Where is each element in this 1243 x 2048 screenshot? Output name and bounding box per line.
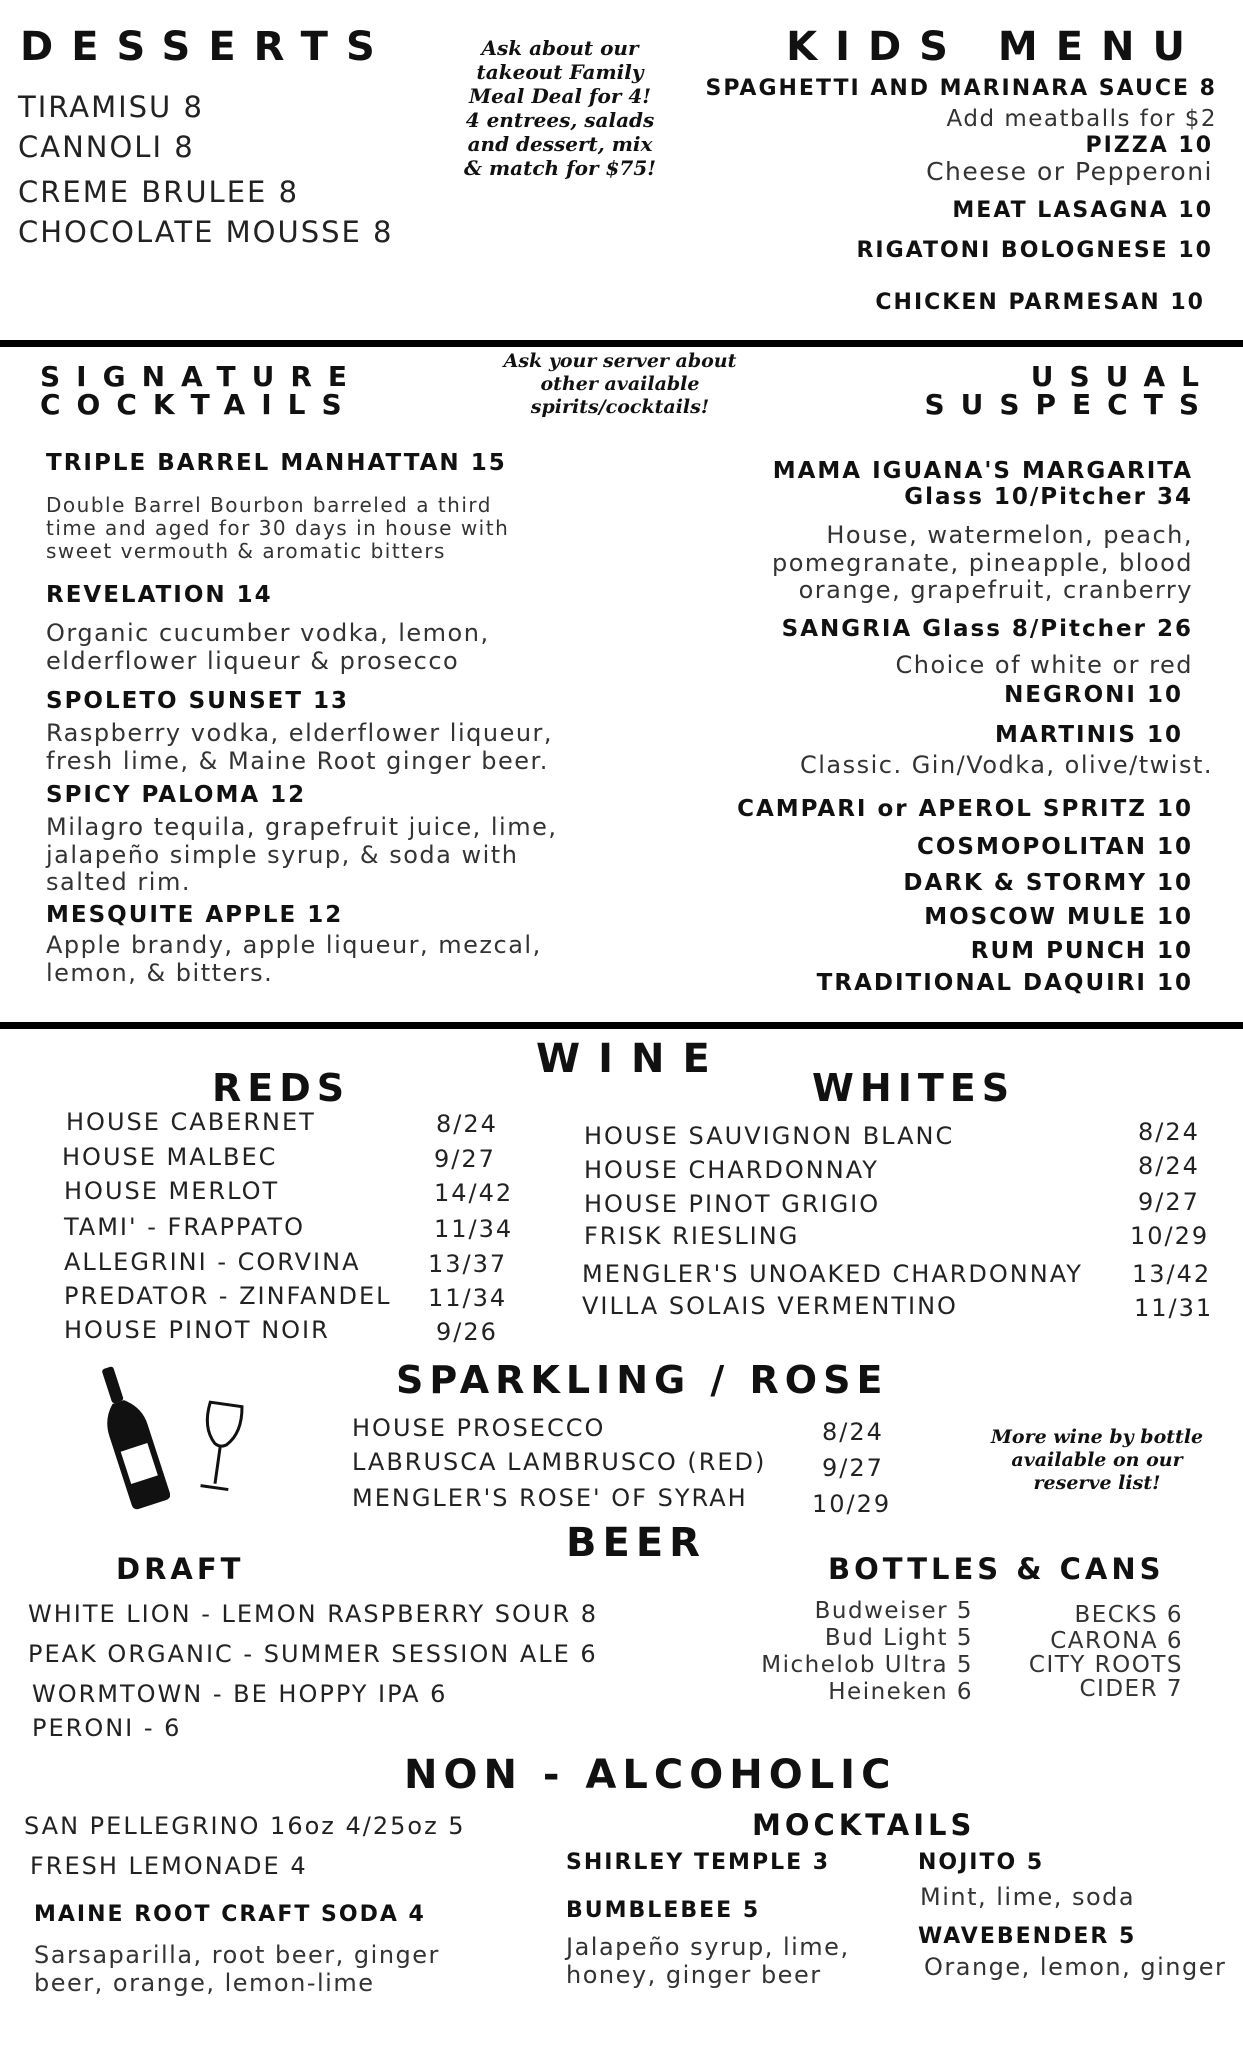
cocktail-name: MESQUITE APPLE 12: [46, 902, 344, 928]
cocktail-desc: Organic cucumber vodka, lemon, elderflower liqueur & prosecco: [46, 619, 490, 675]
usual-item: DARK & STORMY 10: [903, 870, 1193, 896]
red-wine-name: PREDATOR - ZINFANDEL: [64, 1282, 392, 1310]
white-wine-price: 11/31: [1134, 1294, 1214, 1322]
bottle-beer-item: CITY ROOTS: [1028, 1652, 1183, 1678]
usual-item: MOSCOW MULE 10: [924, 904, 1193, 930]
usual-suspects-title: SUSPECTS: [924, 388, 1215, 421]
red-wine-price: 14/42: [434, 1179, 514, 1207]
white-wine-name: HOUSE SAUVIGNON BLANC: [584, 1122, 955, 1150]
white-wine-price: 8/24: [1138, 1152, 1200, 1180]
white-wine-name: MENGLER'S UNOAKED CHARDONNAY: [582, 1260, 1083, 1288]
usual-suspects-title: USUAL: [1030, 360, 1215, 393]
kids-item-desc: Cheese or Pepperoni: [926, 157, 1213, 186]
white-wine-price: 8/24: [1138, 1118, 1200, 1146]
usual-item-desc: House, watermelon, peach, pomegranate, pineapple, blood orange, grapefruit, cranberry: [772, 521, 1193, 605]
bottles-cans-title: BOTTLES & CANS: [828, 1552, 1165, 1586]
mocktail-name: BUMBLEBEE 5: [566, 1898, 761, 1923]
usual-item: COSMOPOLITAN 10: [916, 834, 1193, 860]
red-wine-name: ALLEGRINI - CORVINA: [64, 1248, 361, 1276]
kids-item-desc: Add meatballs for $2: [946, 106, 1217, 132]
cocktail-desc: Double Barrel Bourbon barreled a third time and aged for 30 days in house with sweet vermouth & aromatic bitters: [46, 493, 510, 563]
red-wine-price: 11/34: [428, 1284, 508, 1312]
bottle-beer-item: BECKS 6: [1074, 1602, 1183, 1628]
non-alcoholic-item: FRESH LEMONADE 4: [30, 1852, 308, 1880]
cocktail-name: SPICY PALOMA 12: [46, 782, 307, 808]
red-wine-price: 9/27: [434, 1145, 496, 1173]
bottle-beer-item: CARONA 6: [1050, 1628, 1183, 1654]
red-wine-name: HOUSE MALBEC: [62, 1143, 278, 1171]
cocktail-name: TRIPLE BARREL MANHATTAN 15: [46, 450, 507, 476]
sparkling-wine-price: 10/29: [812, 1490, 892, 1518]
sparkling-wine-name: LABRUSCA LAMBRUSCO (RED): [352, 1448, 767, 1476]
section-divider: [0, 340, 1243, 347]
white-wine-name: VILLA SOLAIS VERMENTINO: [582, 1292, 958, 1320]
non-alcoholic-title: NON - ALCOHOLIC: [404, 1752, 897, 1798]
wine-glass-icon: [192, 1400, 248, 1501]
dessert-item: CREME BRULEE 8: [18, 175, 300, 209]
mocktail-name: WAVEBENDER 5: [918, 1924, 1137, 1949]
usual-item-sub: Glass 10/Pitcher 34: [904, 484, 1193, 510]
mocktail-desc: Mint, lime, soda: [920, 1883, 1136, 1911]
kids-item: RIGATONI BOLOGNESE 10: [856, 238, 1213, 263]
section-divider: [0, 1022, 1243, 1029]
bottle-beer-item: Bud Light 5: [824, 1625, 973, 1651]
bottle-beer-item: Budweiser 5: [814, 1598, 973, 1624]
mocktail-desc: Orange, lemon, ginger: [924, 1953, 1227, 1981]
usual-item-desc: Classic. Gin/Vodka, olive/twist.: [799, 751, 1213, 779]
craft-soda-name: MAINE ROOT CRAFT SODA 4: [34, 1902, 426, 1927]
cocktail-desc: Milagro tequila, grapefruit juice, lime, jalapeño simple syrup, & soda with salted rim.: [46, 813, 558, 897]
mocktail-name: SHIRLEY TEMPLE 3: [566, 1850, 831, 1875]
kids-item: PIZZA 10: [1085, 133, 1213, 158]
usual-item-desc: Choice of white or red: [895, 651, 1193, 679]
craft-soda-desc: Sarsaparilla, root beer, ginger beer, orange, lemon-lime: [34, 1941, 440, 1997]
dessert-item: CHOCOLATE MOUSSE 8: [18, 215, 394, 249]
whites-title: WHITES: [812, 1066, 1016, 1110]
signature-title: SIGNATURE: [40, 360, 364, 393]
cocktail-name: REVELATION 14: [46, 582, 273, 608]
kids-item: MEAT LASAGNA 10: [952, 198, 1213, 223]
bottle-beer-item: CIDER 7: [1079, 1676, 1183, 1702]
wine-title: WINE: [536, 1036, 728, 1082]
bottle-beer-item: Michelob Ultra 5: [761, 1652, 973, 1678]
sparkling-wine-price: 9/27: [822, 1454, 884, 1482]
kids-menu-title: KIDS MENU: [786, 24, 1203, 70]
red-wine-price: 13/37: [428, 1250, 508, 1278]
mocktails-title: MOCKTAILS: [752, 1808, 976, 1842]
draft-beer-item: PERONI - 6: [32, 1714, 182, 1742]
usual-item: NEGRONI 10: [1004, 682, 1183, 708]
cocktail-desc: Raspberry vodka, elderflower liqueur, fresh lime, & Maine Root ginger beer.: [46, 719, 554, 775]
white-wine-price: 13/42: [1132, 1260, 1212, 1288]
draft-beer-item: WHITE LION - LEMON RASPBERRY SOUR 8: [28, 1600, 599, 1628]
red-wine-name: TAMI' - FRAPPATO: [64, 1213, 305, 1241]
wine-bottle-icon: [90, 1360, 170, 1515]
sparkling-wine-price: 8/24: [822, 1418, 884, 1446]
beer-title: BEER: [566, 1520, 706, 1566]
white-wine-name: FRISK RIESLING: [584, 1222, 800, 1250]
signature-title: COCKTAILS: [40, 388, 358, 421]
red-wine-name: HOUSE PINOT NOIR: [64, 1316, 330, 1344]
cocktail-desc: Apple brandy, apple liqueur, mezcal, lemon, & bitters.: [46, 931, 542, 987]
family-meal-note: Ask about our takeout Family Meal Deal for 4! 4 entrees, salads and dessert, mix & match for $75!: [463, 36, 657, 180]
draft-beer-item: PEAK ORGANIC - SUMMER SESSION ALE 6: [28, 1640, 598, 1668]
usual-item: SANGRIA Glass 8/Pitcher 26: [781, 616, 1193, 642]
white-wine-name: HOUSE CHARDONNAY: [584, 1156, 879, 1184]
kids-item: CHICKEN PARMESAN 10: [875, 290, 1205, 315]
bottle-beer-item: Heineken 6: [828, 1679, 973, 1705]
red-wine-name: HOUSE MERLOT: [64, 1177, 280, 1205]
red-wine-price: 8/24: [436, 1110, 498, 1138]
usual-item: RUM PUNCH 10: [970, 938, 1193, 964]
white-wine-name: HOUSE PINOT GRIGIO: [584, 1190, 881, 1218]
reds-title: REDS: [212, 1066, 351, 1110]
red-wine-name: HOUSE CABERNET: [66, 1108, 316, 1136]
white-wine-price: 10/29: [1130, 1222, 1210, 1250]
draft-title: DRAFT: [116, 1552, 245, 1586]
kids-item: SPAGHETTI AND MARINARA SAUCE 8: [705, 76, 1217, 101]
dessert-item: TIRAMISU 8: [18, 90, 204, 124]
red-wine-price: 9/26: [436, 1318, 498, 1346]
white-wine-price: 9/27: [1138, 1188, 1200, 1216]
usual-item: TRADITIONAL DAQUIRI 10: [816, 970, 1193, 996]
sparkling-title: SPARKLING / ROSE: [396, 1358, 889, 1402]
red-wine-price: 11/34: [434, 1215, 514, 1243]
draft-beer-item: WORMTOWN - BE HOPPY IPA 6: [32, 1680, 448, 1708]
usual-item: CAMPARI or APEROL SPRITZ 10: [737, 796, 1193, 822]
usual-item: MAMA IGUANA'S MARGARITA: [772, 458, 1193, 484]
sparkling-wine-name: HOUSE PROSECCO: [352, 1414, 606, 1442]
cocktail-name: SPOLETO SUNSET 13: [46, 688, 350, 714]
reserve-list-note: More wine by bottle available on our reserve list!: [990, 1426, 1204, 1494]
dessert-item: CANNOLI 8: [18, 130, 195, 164]
sparkling-wine-name: MENGLER'S ROSE' OF SYRAH: [352, 1484, 748, 1512]
non-alcoholic-item: SAN PELLEGRINO 16oz 4/25oz 5: [24, 1812, 466, 1840]
mocktail-name: NOJITO 5: [918, 1850, 1045, 1875]
usual-item: MARTINIS 10: [995, 722, 1183, 748]
desserts-title: DESSERTS: [20, 24, 393, 70]
server-note: Ask your server about other available spirits/cocktails!: [503, 350, 737, 418]
mocktail-desc: Jalapeño syrup, lime, honey, ginger beer: [566, 1933, 850, 1989]
